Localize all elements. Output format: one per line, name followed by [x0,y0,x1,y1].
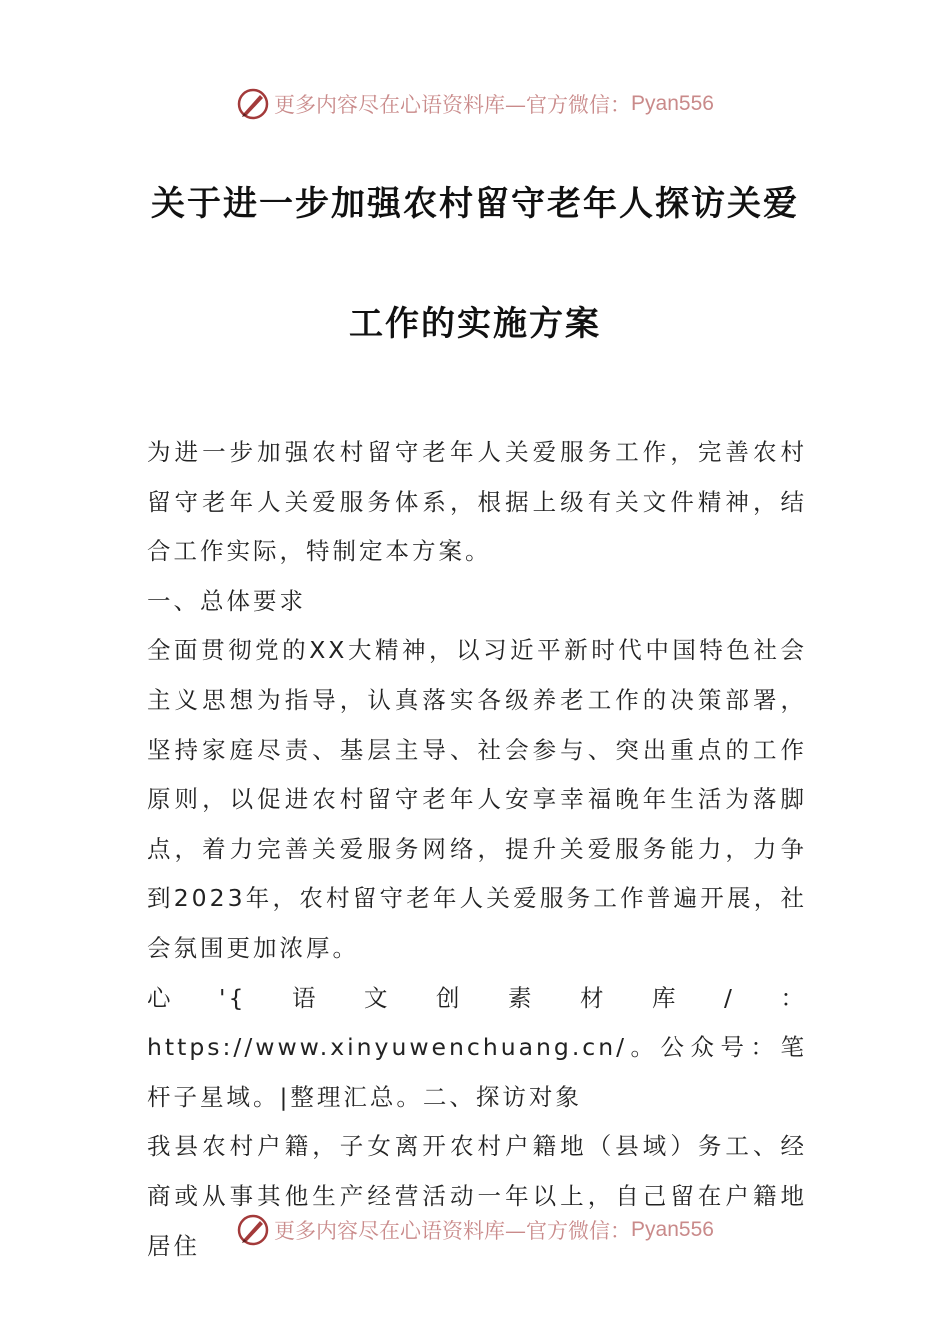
banner-wechat-handle: Pyan556 [631,92,714,115]
paragraph-intro: 为进一步加强农村留守老年人关爱服务工作，完善农村留守老年人关爱服务体系，根据上级有关文件精神，结合工作实际，特制定本方案。 [147,438,807,566]
document-title-line-2: 工作的实施方案 [349,304,601,344]
document-title-line-1: 关于进一步加强农村留守老年人探访关爱 [151,184,799,224]
banner-wechat-handle: Pyan556 [631,1218,714,1241]
section-heading-general-requirements: 一、总体要求 [147,586,306,615]
pen-logo-icon [236,87,270,121]
footer-banner [0,1208,950,1252]
header-banner [0,82,950,126]
banner-text: 更多内容尽在心语资料库—官方微信： [274,93,632,117]
paragraph-source-note: 心'{语文创素材库/：https://www.xinyuwenchuang.cn/。公众号：笔杆子星域。|整理汇总。二、探访对象 [147,983,807,1111]
paragraph-visit-targets: 我县农村户籍，子女离开农村户籍地（县域）务工、经商或从事其他生产经营活动一年以上，自己留在户籍地居住 [147,1132,807,1260]
banner-text: 更多内容尽在心语资料库—官方微信： [274,1219,632,1243]
document-body [147,428,807,1271]
paragraph-general-requirements: 全面贯彻党的XX大精神，以习近平新时代中国特色社会主义思想为指导，认真落实各级养老工作的决策部署，坚持家庭尽责、基层主导、社会参与、突出重点的工作原则，以促进农村留守老年人安享幸福晚年生活为落脚点，着力完善关爱服务网络，提升关爱服务能力，力争到2023年，农村留守老年人关爱服务工作普遍开展，社会氛围更加浓厚。 [147,636,807,962]
pen-logo-icon [236,1213,270,1247]
